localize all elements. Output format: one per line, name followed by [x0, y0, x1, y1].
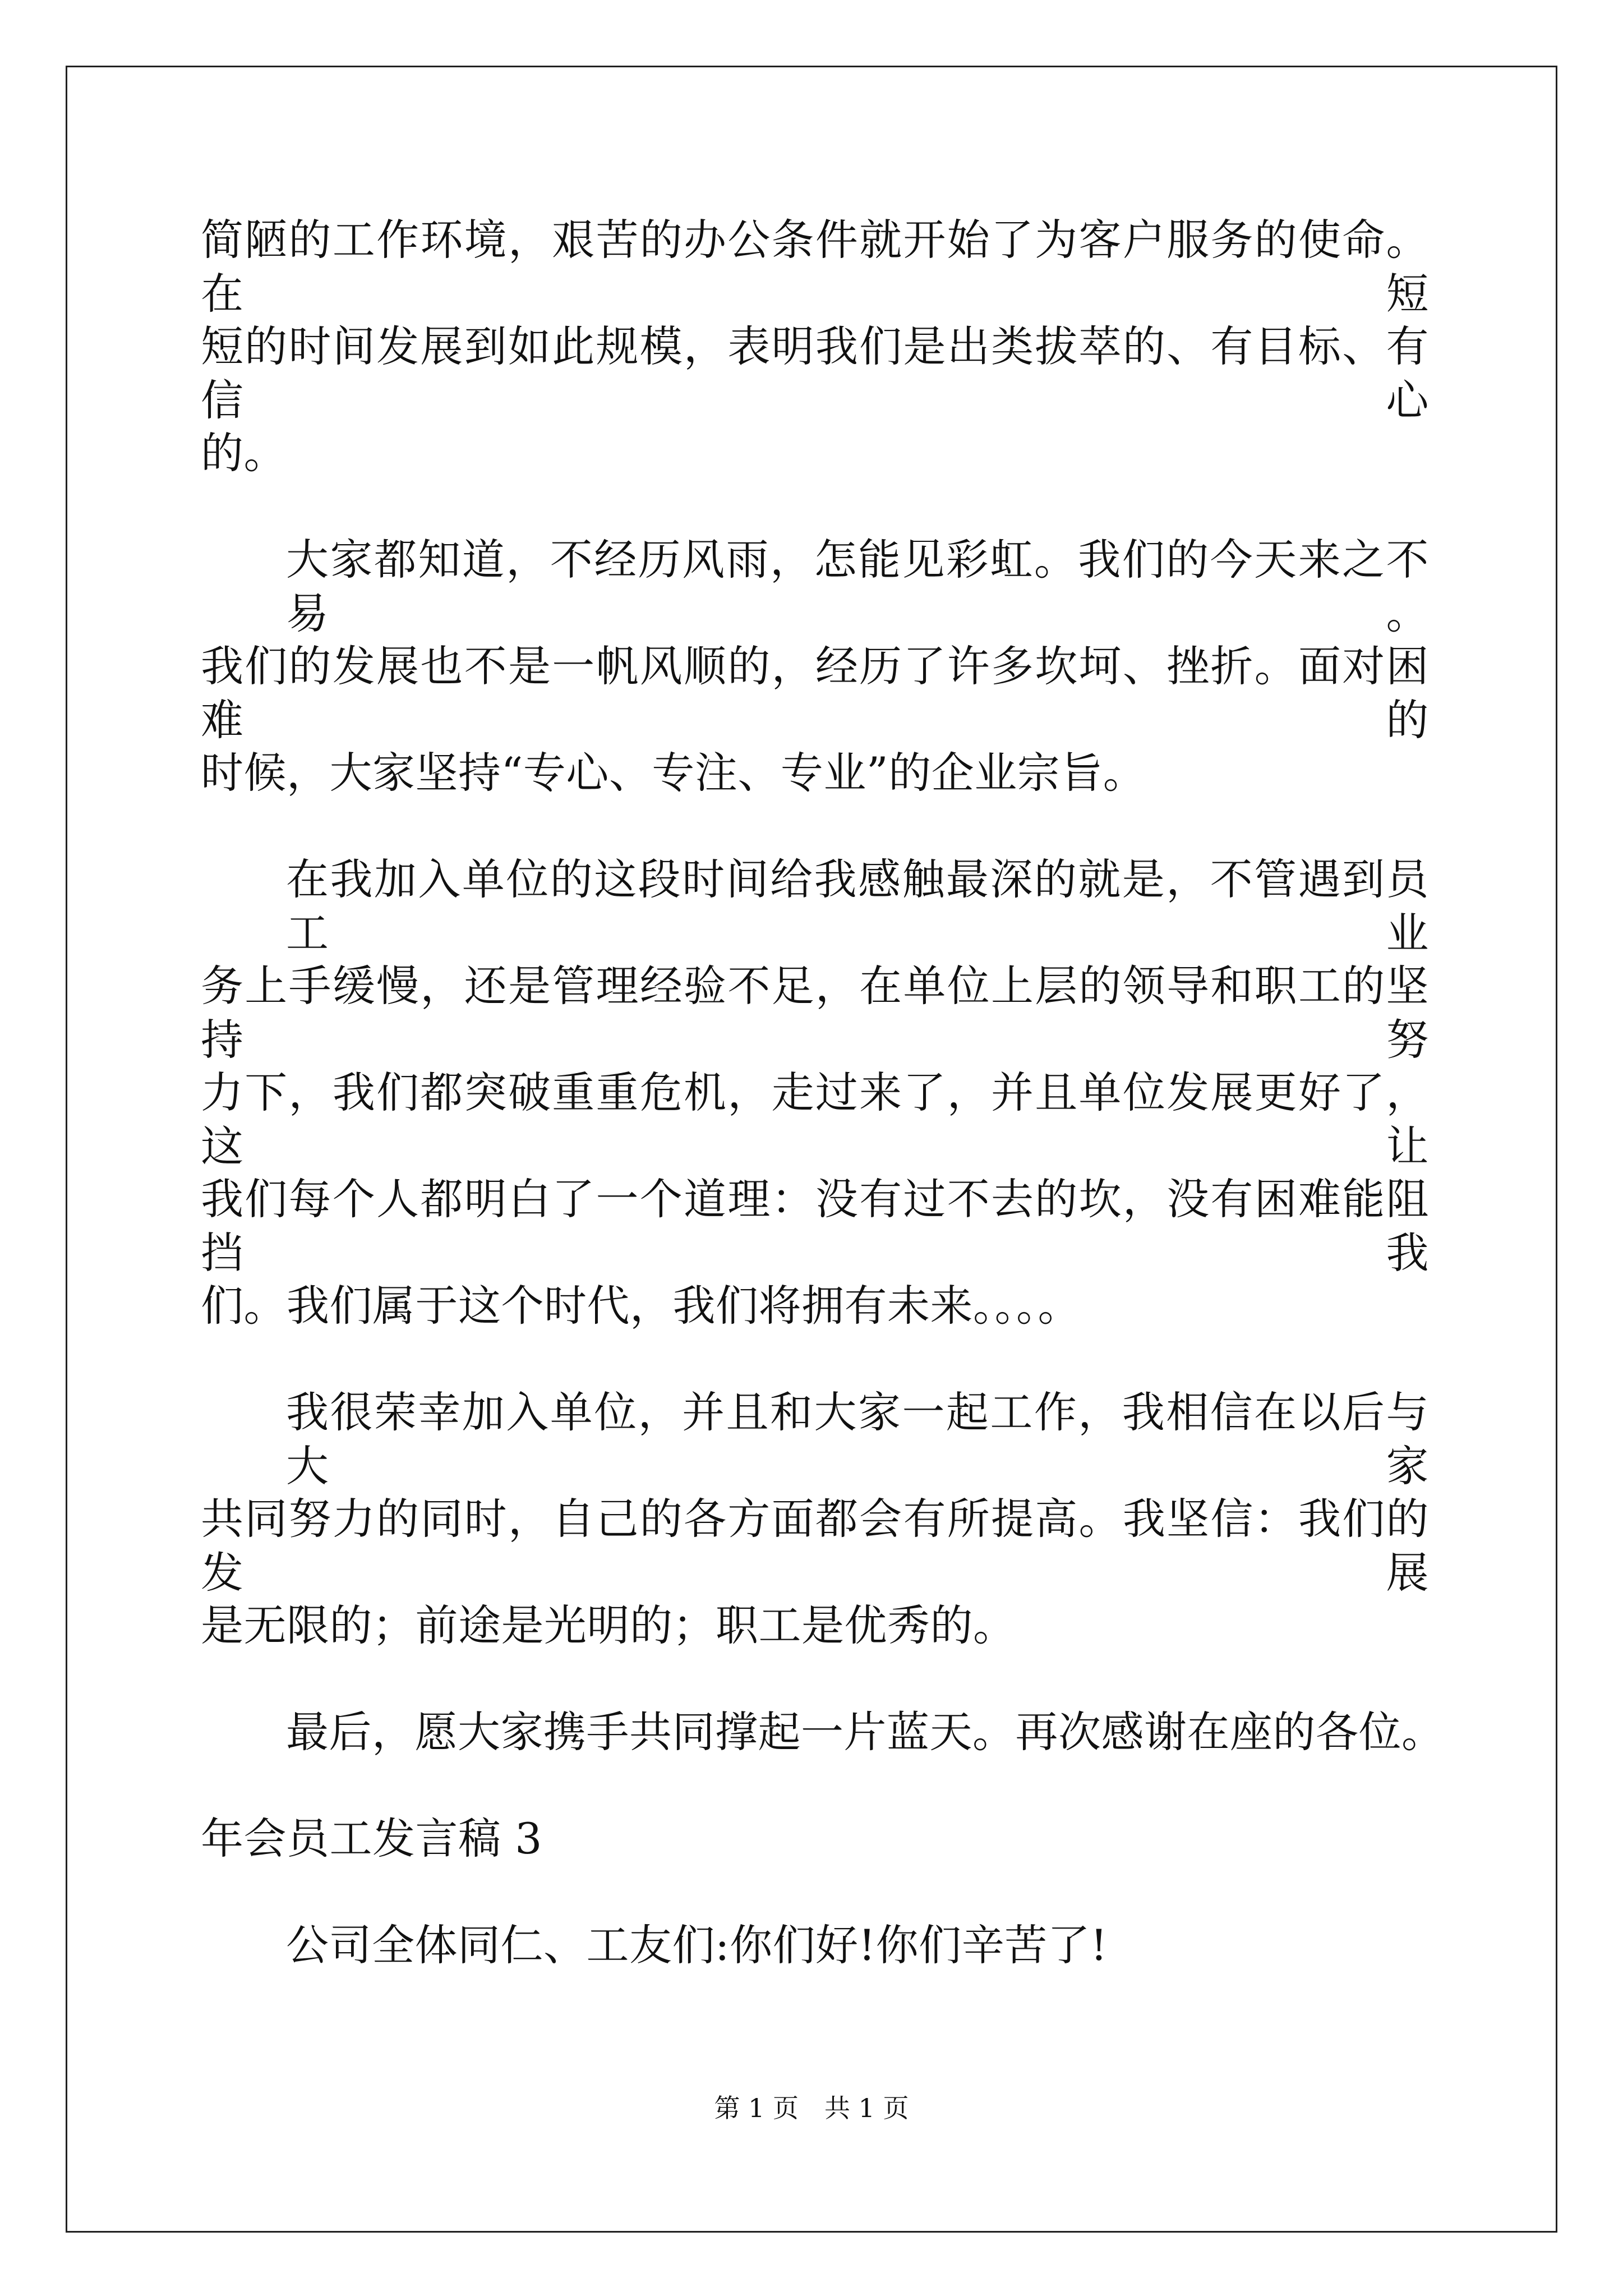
- paragraph-line: 是无限的；前途是光明的；职工是优秀的。: [201, 1600, 1016, 1650]
- page-footer: 第 1 页 共 1 页: [714, 2093, 909, 2123]
- paragraph-line: 短的时间发展到如此规模，表明我们是出类拔萃的、有目标、有信心: [201, 321, 1429, 425]
- paragraph-line: 力下，我们都突破重重危机，走过来了，并且单位发展更好了，这让: [201, 1068, 1429, 1171]
- paragraph-line: 大家都知道，不经历风雨，怎能见彩虹。我们的今天来之不易。: [286, 535, 1429, 638]
- section-heading: 年会员工发言稿 3: [201, 1814, 543, 1864]
- paragraph-line: 们。我们属于这个时代，我们将拥有未来。。。。: [201, 1281, 1081, 1331]
- paragraph-line: 的。: [201, 428, 287, 478]
- paragraph-line: 我们每个人都明白了一个道理：没有过不去的坎，没有困难能阻挡我: [201, 1174, 1429, 1278]
- paragraph-line: 简陋的工作环境，艰苦的办公条件就开始了为客户服务的使命。在短: [201, 215, 1429, 319]
- paragraph-line: 时候，大家坚持“专心、专注、专业”的企业宗旨。: [201, 748, 1146, 798]
- paragraph-line: 共同努力的同时，自己的各方面都会有所提高。我坚信：我们的发展: [201, 1494, 1429, 1598]
- paragraph-line: 公司全体同仁、工友们:你们好!你们辛苦了!: [286, 1920, 1108, 1970]
- paragraph-line: 务上手缓慢，还是管理经验不足，在单位上层的领导和职工的坚持努: [201, 961, 1429, 1065]
- paragraph-line: 我们的发展也不是一帆风顺的，经历了许多坎坷、挫折。面对困难的: [201, 641, 1429, 745]
- paragraph-line: 在我加入单位的这段时间给我感触最深的就是，不管遇到员工业: [286, 854, 1429, 958]
- paragraph-line: 最后，愿大家携手共同撑起一片蓝天。再次感谢在座的各位。: [286, 1707, 1445, 1757]
- paragraph-line: 我很荣幸加入单位，并且和大家一起工作，我相信在以后与大家: [286, 1387, 1429, 1491]
- document-body: [201, 213, 1445, 2025]
